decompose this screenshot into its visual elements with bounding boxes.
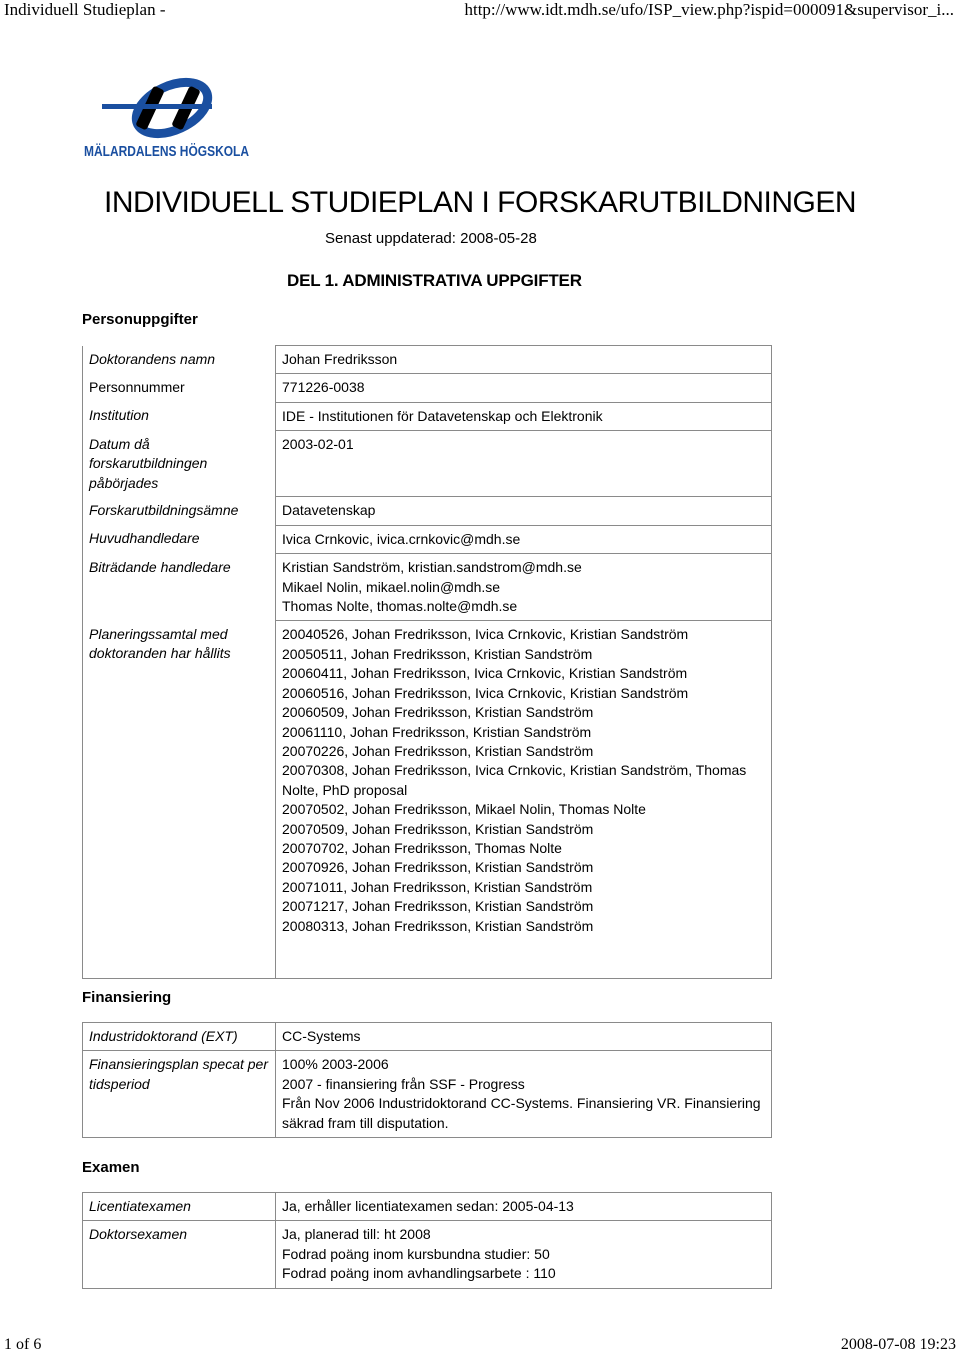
financing-table [82, 1022, 772, 1138]
table-row [83, 1051, 772, 1138]
table-row [83, 497, 772, 525]
page-counter: 1 of 6 [4, 1336, 42, 1353]
value-line: Ja, planerad till: ht 2008 [282, 1226, 431, 1243]
field-label: Forskarutbildningsämne [83, 497, 276, 525]
field-label: Industridoktorand (EXT) [83, 1023, 276, 1051]
field-value [276, 374, 772, 402]
value-line: Datavetenskap [282, 502, 376, 519]
value-line: Kristian Sandström, kristian.sandstrom@mdh.se [282, 559, 582, 576]
value-line: 20070226, Johan Fredriksson, Kristian Sandström [282, 742, 594, 759]
value-line: 20060509, Johan Fredriksson, Kristian Sandström [282, 704, 594, 721]
field-value [276, 1221, 772, 1288]
value-line: 20071011, Johan Fredriksson, Kristian Sandström [282, 878, 593, 895]
field-value [276, 1051, 772, 1138]
logo-text: MÄLARDALENS HÖGSKOLA [84, 144, 284, 160]
field-value [276, 525, 772, 553]
value-line: 20061110, Johan Fredriksson, Kristian Sandström [282, 723, 592, 740]
value-line: Thomas Nolte, thomas.nolte@mdh.se [282, 598, 518, 615]
table-row [83, 346, 772, 374]
exam-table [82, 1192, 772, 1289]
personal-table [82, 345, 772, 979]
page-url[interactable]: http://www.idt.mdh.se/ufo/ISP_view.php?ispid=000091&supervisor_i... [464, 0, 954, 19]
value-line: 20070702, Johan Fredriksson, Thomas Nolte [282, 839, 562, 856]
table-row [83, 431, 772, 497]
page-title: Individuell Studieplan - [4, 0, 166, 19]
print-datetime: 2008-07-08 19:23 [840, 1336, 956, 1353]
value-line: Ivica Crnkovic, ivica.crnkovic@mdh.se [282, 530, 521, 547]
value-line: 20060411, Johan Fredriksson, Ivica Crnkovic, Kristian Sandström [282, 665, 688, 682]
financing-heading: Finansiering [82, 989, 172, 1006]
personal-heading: Personuppgifter [82, 311, 198, 328]
value-line: 20050511, Johan Fredriksson, Kristian Sandström [282, 645, 593, 662]
value-line: 2007 - finansiering från SSF - Progress [282, 1075, 525, 1092]
value-line: Fodrad poäng inom avhandlingsarbete : 110 [282, 1265, 556, 1282]
field-value [276, 554, 772, 621]
value-line: Johan Fredriksson [282, 351, 398, 367]
value-line: 20080313, Johan Fredriksson, Kristian Sandström [282, 917, 594, 934]
table-row [83, 621, 772, 979]
field-label: Institution [83, 402, 276, 430]
value-line: 20040526, Johan Fredriksson, Ivica Crnkovic, Kristian Sandström [282, 626, 689, 643]
last-updated: Senast uppdaterad: 2008-05-28 [325, 230, 537, 247]
value-line: IDE - Institutionen för Datavetenskap och Elektronik [282, 407, 603, 424]
field-value [276, 1193, 772, 1221]
table-row [83, 374, 772, 402]
field-value [276, 431, 772, 497]
field-label: Biträdande handledare [83, 554, 276, 621]
table-row [83, 1221, 772, 1288]
field-label: Huvudhandledare [83, 525, 276, 553]
print-header [0, 0, 960, 22]
value-line: Från Nov 2006 Industridoktorand CC-Systems. Finansiering VR. Finansiering säkrad fram till disputation. [282, 1095, 761, 1131]
table-row [83, 554, 772, 621]
field-label: Planeringssamtal med doktoranden har hållits [83, 621, 276, 979]
mdh-logo-icon [102, 72, 216, 144]
exam-heading: Examen [82, 1159, 140, 1176]
table-row [83, 402, 772, 430]
field-label: Personnummer [83, 374, 276, 402]
table-row [83, 1023, 772, 1051]
value-line: 20070308, Johan Fredriksson, Ivica Crnkovic, Kristian Sandström, Thomas Nolte, PhD proposal [282, 762, 747, 798]
table-row [83, 525, 772, 553]
field-label: Datum då forskarutbildningen påbörjades [83, 431, 276, 497]
value-line: 771226-0038 [282, 379, 365, 396]
value-line: Mikael Nolin, mikael.nolin@mdh.se [282, 578, 501, 595]
field-label: Doktorsexamen [83, 1221, 276, 1288]
print-footer [0, 1336, 960, 1356]
document-title: INDIVIDUELL STUDIEPLAN I FORSKARUTBILDNINGEN [104, 186, 857, 219]
value-line: CC-Systems [282, 1028, 361, 1044]
mdh-logo [84, 82, 284, 162]
value-line: 20070509, Johan Fredriksson, Kristian Sandström [282, 820, 594, 837]
field-value [276, 346, 772, 374]
value-line: 20070502, Johan Fredriksson, Mikael Nolin, Thomas Nolte [282, 801, 646, 818]
value-line: 20071217, Johan Fredriksson, Kristian Sandström [282, 898, 594, 915]
field-value [276, 402, 772, 430]
field-label: Finansieringsplan specat per tidsperiod [83, 1051, 276, 1138]
value-line: 20060516, Johan Fredriksson, Ivica Crnkovic, Kristian Sandström [282, 684, 689, 701]
field-label: Doktorandens namn [83, 346, 276, 374]
field-value [276, 1023, 772, 1051]
field-value [276, 621, 772, 979]
field-value [276, 497, 772, 525]
value-line: Ja, erhåller licentiatexamen sedan: 2005-04-13 [282, 1198, 574, 1214]
value-line: 100% 2003-2006 [282, 1056, 389, 1073]
table-row [83, 1193, 772, 1221]
value-line: Fodrad poäng inom kursbundna studier: 50 [282, 1245, 550, 1262]
value-line: 20070926, Johan Fredriksson, Kristian Sandström [282, 859, 594, 876]
part-heading: DEL 1. ADMINISTRATIVA UPPGIFTER [287, 271, 582, 290]
field-label: Licentiatexamen [83, 1193, 276, 1221]
value-line: 2003-02-01 [282, 436, 354, 453]
